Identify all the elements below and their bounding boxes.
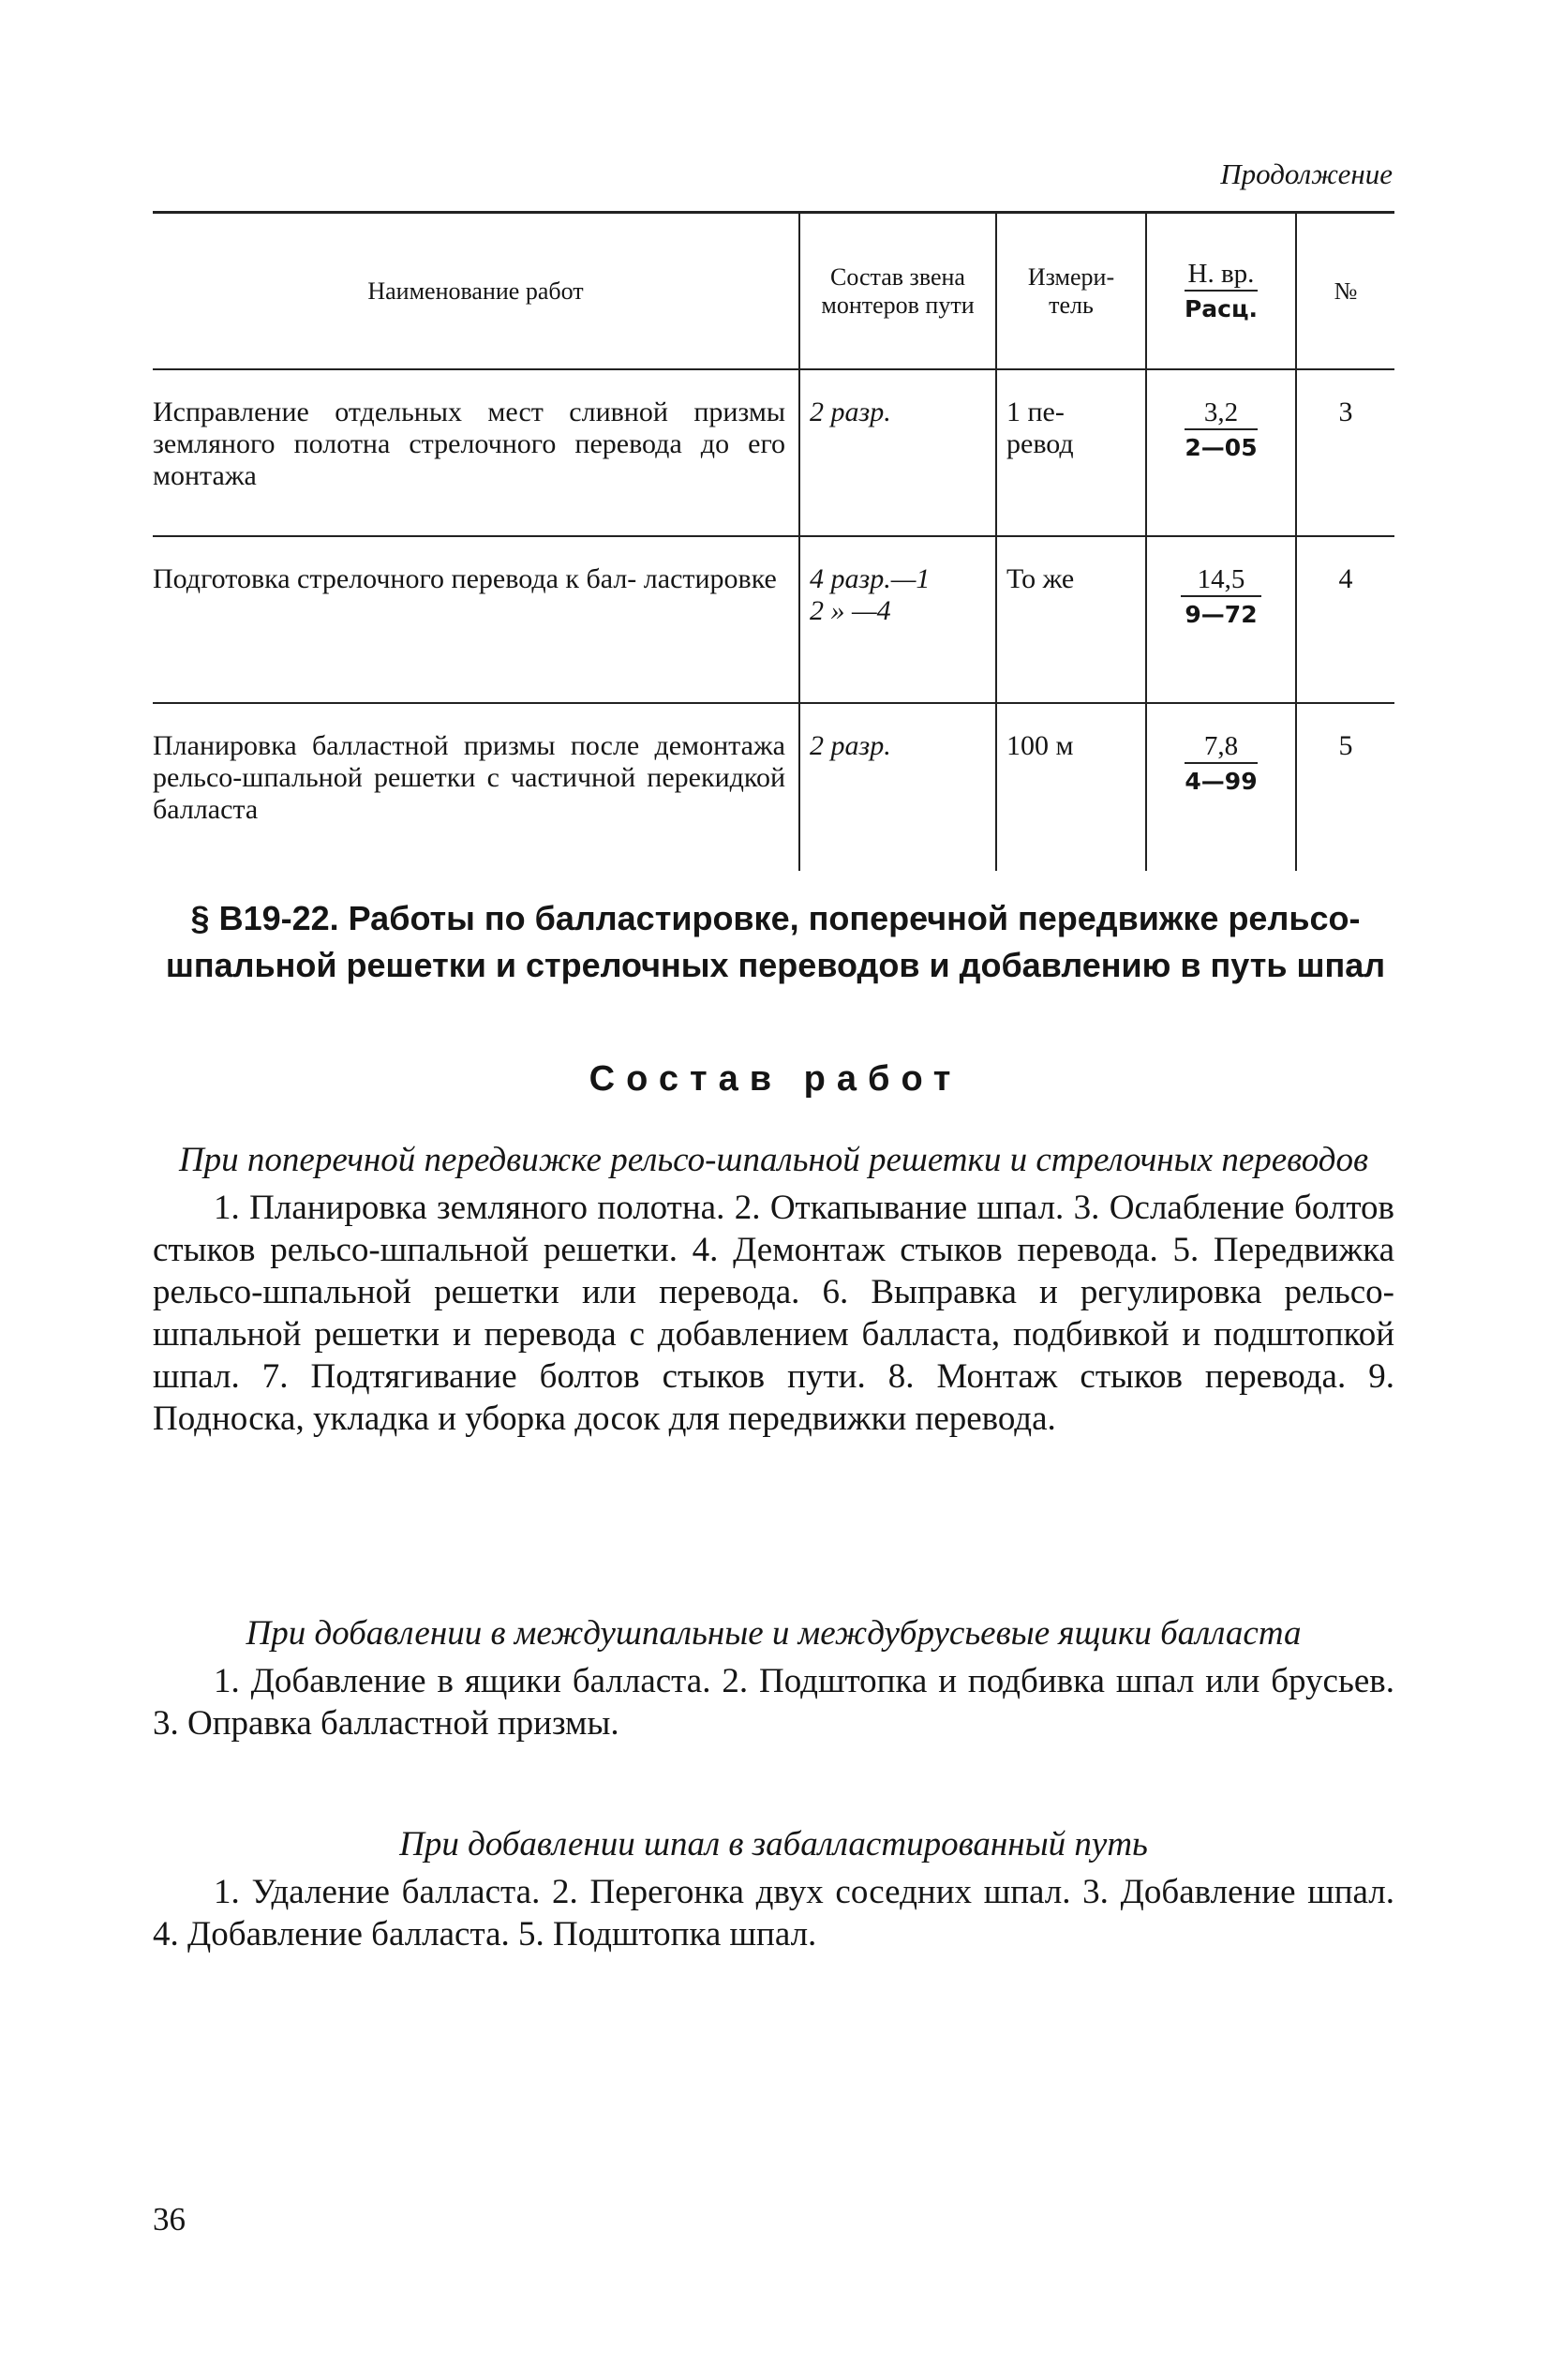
row-number: 3 <box>1296 369 1394 536</box>
subsection-adding-sleepers <box>153 1823 1394 1955</box>
subsection-text: 1. Удаление балласта. 2. Перегонка двух соседних шпал. 3. Добавление шпал. 4. Добавление балласта. 5. Подштопка шпал. <box>153 1873 1394 1953</box>
header-norm-time: Н. вр. <box>1185 258 1259 292</box>
norm-rate-fraction <box>1181 563 1262 631</box>
composition-heading: Состав работ <box>589 1059 962 1099</box>
row-number: 4 <box>1296 536 1394 703</box>
table-header-row <box>153 213 1394 370</box>
header-crew: Состав звена монтеров пути <box>799 213 996 370</box>
row-norm-rate <box>1146 703 1296 871</box>
subsection-heading: При добавлении шпал в забалластированный путь <box>399 1825 1148 1864</box>
table-row <box>153 536 1394 703</box>
header-work-name: Наименование работ <box>153 213 799 370</box>
subsection-heading: При добавлении в междушпальные и междубрусьевые ящики балласта <box>246 1614 1302 1653</box>
row-crew: 4 разр.—1 2 » —4 <box>799 536 996 703</box>
subsection-text: 1. Планировка земляного полотна. 2. Откапывание шпал. 3. Ослабление болтов стыков рельсо-шпальной решетки. 4. Демонтаж стыков перевода. 5. Передвижка рельсо-шпальной решетки или перевода. 6. Выправка и регулировка рельсо-шпальной решетки и перевода с добавлением балласта, подбивкой и подштопкой шпал. 7. Подтягивание болтов стыков пути. 8. Монтаж стыков перевода. 9. Подноска, укладка и уборка досок для передвижки перевода. <box>153 1189 1394 1438</box>
norm-rate-fraction <box>1185 730 1257 798</box>
row-crew: 2 разр. <box>799 703 996 871</box>
row-work: Планировка балластной призмы после демонтажа рельсо-шпальной решетки с частичной перекидкой балласта <box>153 730 785 825</box>
header-norm-rate-fraction <box>1185 258 1259 325</box>
section-title: § В19-22. Работы по балластировке, поперечной передвижке рельсо-шпальной решетки и стрелочных переводов и добавлению в путь шпал <box>165 899 1386 984</box>
page-number: 36 <box>153 2201 186 2238</box>
row-rate: 2—05 <box>1185 434 1258 461</box>
row-rate: 4—99 <box>1185 768 1258 795</box>
row-norm-rate <box>1146 536 1296 703</box>
row-unit: 1 пе- ревод <box>996 369 1146 536</box>
continuation-label: Продолжение <box>1220 157 1393 190</box>
table-row <box>153 369 1394 536</box>
subsection-heading: При поперечной передвижке рельсо-шпальной решетки и стрелочных переводов <box>178 1141 1369 1179</box>
row-crew: 2 разр. <box>799 369 996 536</box>
row-norm-time: 14,5 <box>1181 563 1262 597</box>
table-row <box>153 703 1394 871</box>
row-unit: 100 м <box>996 703 1146 871</box>
header-norm-rate <box>1146 213 1296 370</box>
row-rate: 9—72 <box>1185 601 1258 628</box>
subsection-ballast-boxes <box>153 1612 1394 1744</box>
row-number: 5 <box>1296 703 1394 871</box>
row-norm-time: 7,8 <box>1185 730 1257 764</box>
norms-table <box>153 211 1394 871</box>
subsection-transverse-shift <box>153 1139 1394 1440</box>
header-unit: Измери- тель <box>996 213 1146 370</box>
row-norm-rate <box>1146 369 1296 536</box>
row-unit: То же <box>996 536 1146 703</box>
norm-rate-fraction <box>1185 397 1257 464</box>
row-norm-time: 3,2 <box>1185 397 1257 430</box>
row-work: Исправление отдельных мест сливной призмы земляного полотна стрелочного перевода до его монтажа <box>153 369 799 536</box>
header-rate: Расц. <box>1184 294 1259 322</box>
subsection-text: 1. Добавление в ящики балласта. 2. Подштопка и подбивка шпал или брусьев. 3. Оправка балластной призмы. <box>153 1662 1394 1743</box>
header-number: № <box>1296 213 1394 370</box>
row-work: Подготовка стрелочного перевода к бал- ластировке <box>153 536 799 703</box>
